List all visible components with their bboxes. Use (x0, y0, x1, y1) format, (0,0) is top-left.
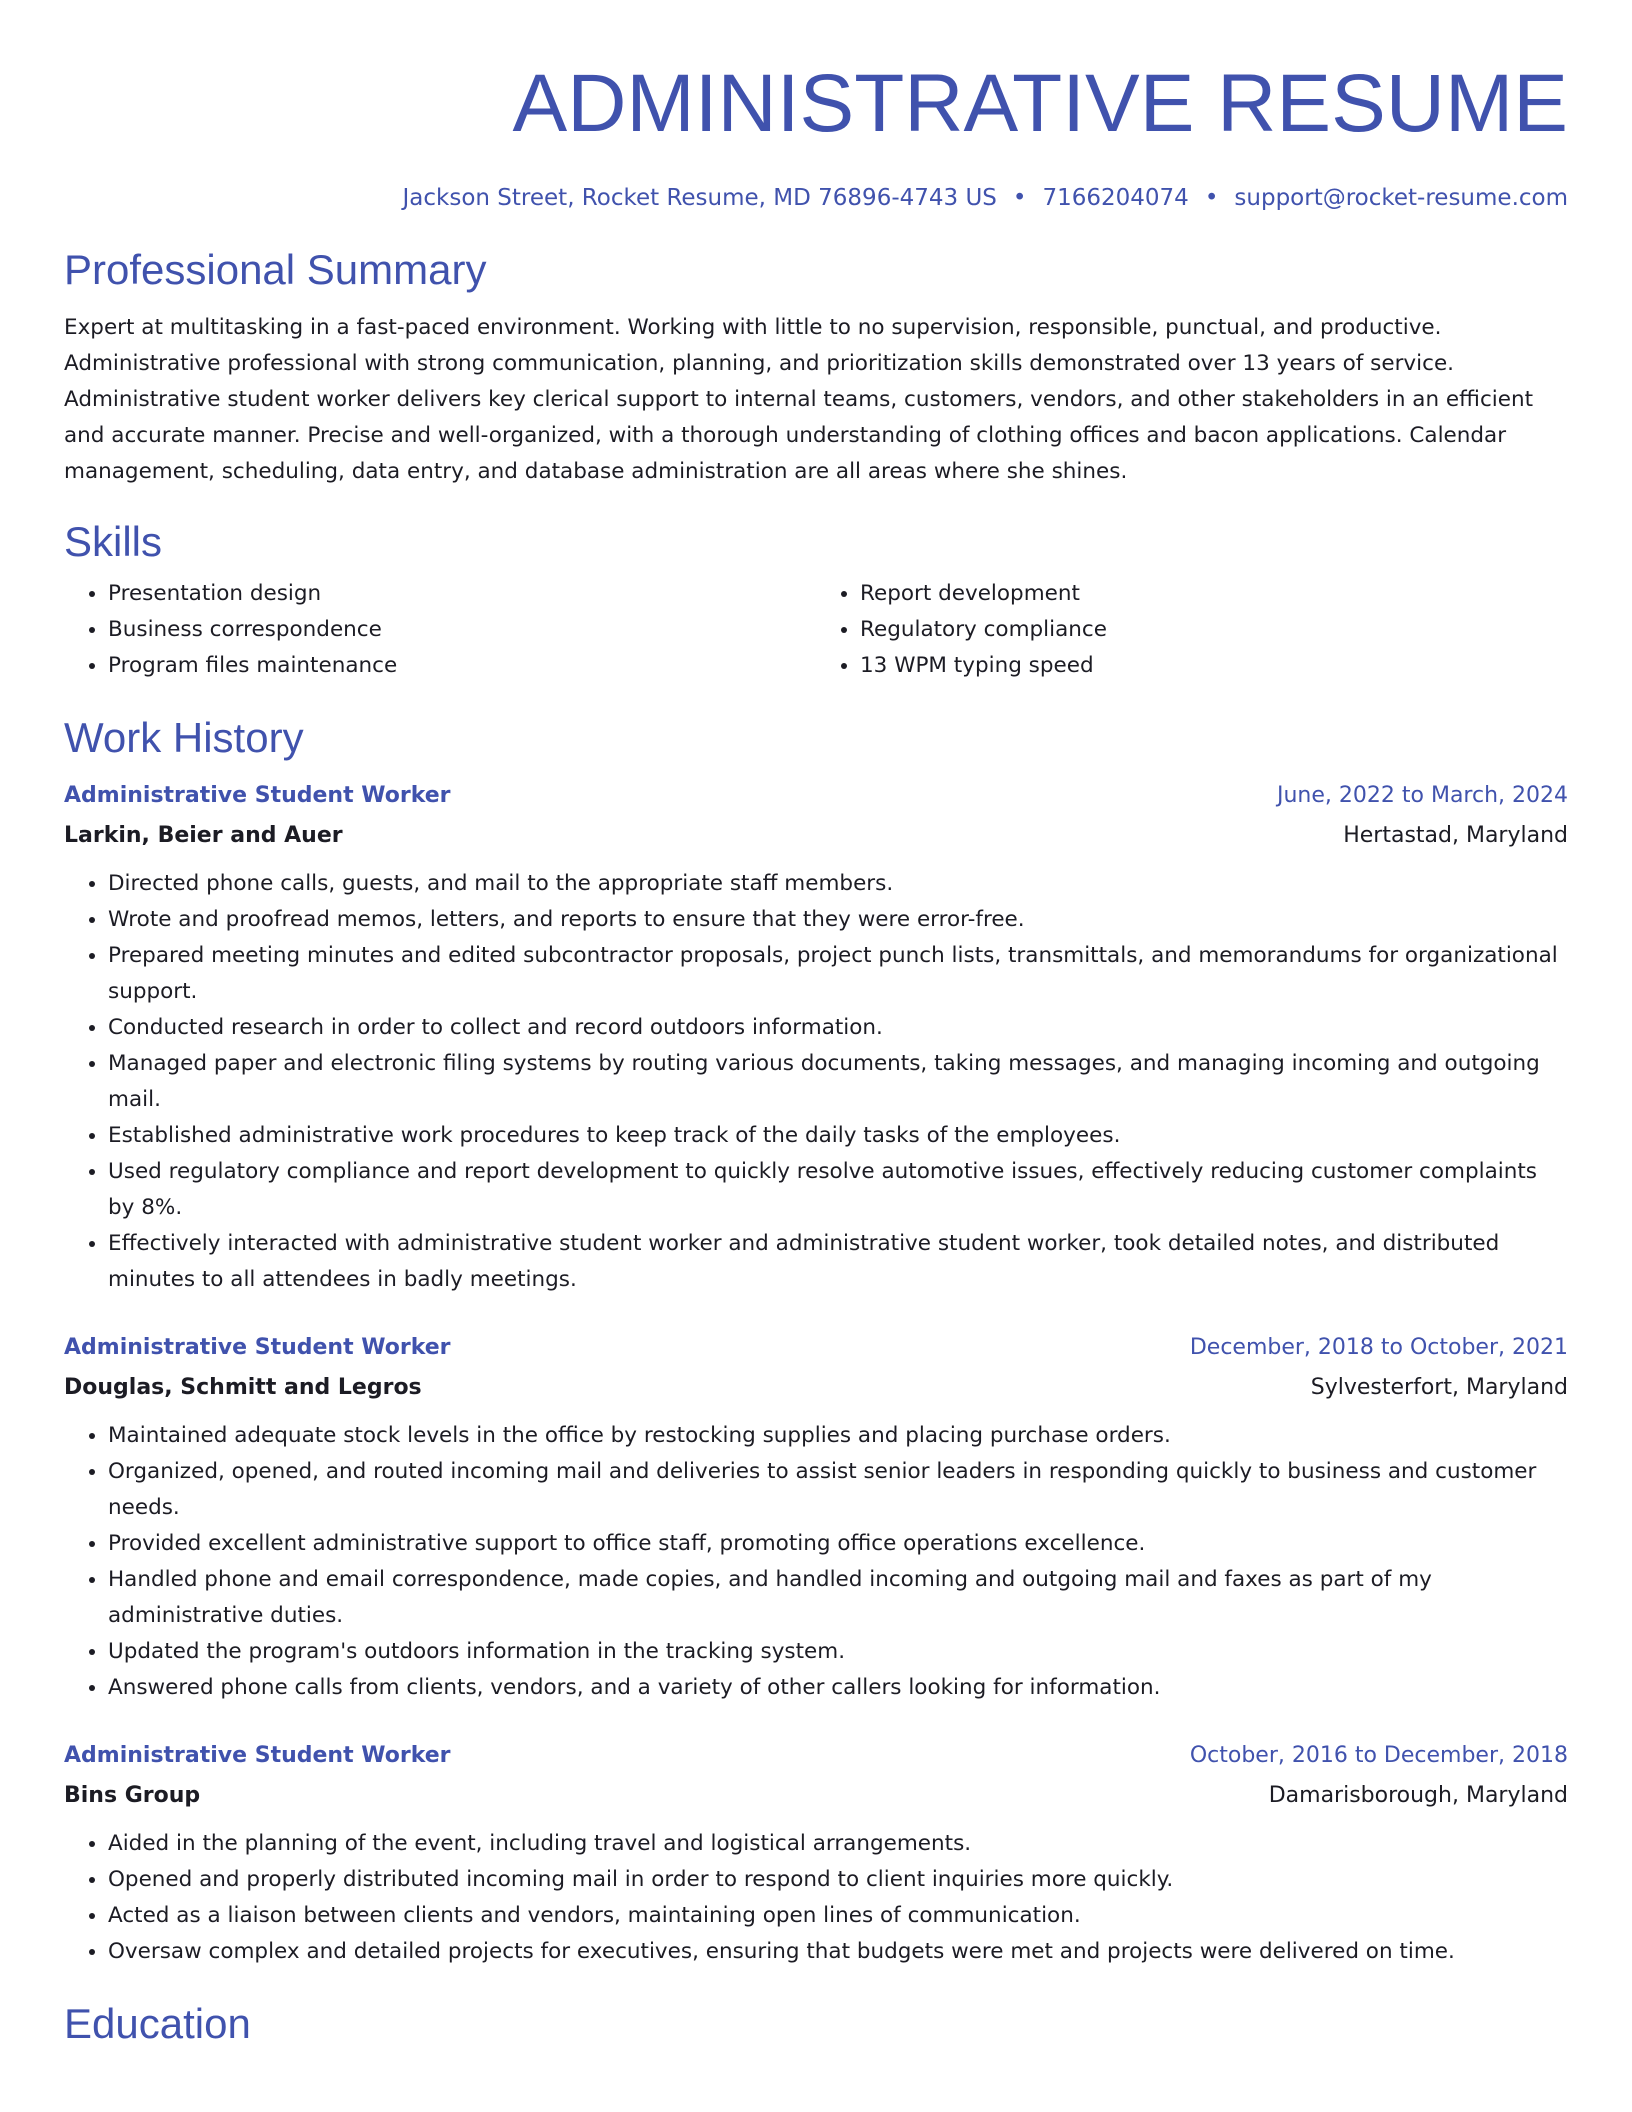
job-bullet: • Established administrative work procedures to keep track of the daily tasks of the employees. (108, 1118, 1568, 1154)
job-header-row (64, 1736, 1568, 1776)
job-title: Administrative Student Worker (64, 1335, 451, 1360)
skills-left-list (64, 576, 816, 684)
job-bullet: • Oversaw complex and detailed projects for executives, ensuring that budgets were met and projects were delivered on time. (108, 1934, 1568, 1970)
job-bullet: • Handled phone and email correspondence, made copies, and handled incoming and outgoing mail and faxes as part of my administrative duties. (108, 1562, 1568, 1634)
job-company-row (64, 816, 1568, 856)
skills-heading: Skills (64, 518, 163, 565)
job-entry (64, 1736, 1568, 1970)
work-section (64, 712, 1568, 1970)
contact-separator: • (1012, 185, 1027, 211)
job-entry (64, 776, 1568, 1298)
job-bullet: • Answered phone calls from clients, vendors, and a variety of other callers looking for information. (108, 1670, 1568, 1706)
skill-item: • 13 WPM typing speed (860, 648, 1568, 684)
job-bullet-list (64, 1418, 1568, 1706)
skills-section (64, 516, 1568, 684)
job-bullet: • Wrote and proofread memos, letters, and reports to ensure that they were error-free. (108, 902, 1568, 938)
skill-item: • Business correspondence (108, 612, 816, 648)
job-company-row (64, 1776, 1568, 1816)
job-bullet: • Acted as a liaison between clients and vendors, maintaining open lines of communication. (108, 1898, 1568, 1934)
contact-phone: 7166204074 (1042, 185, 1189, 211)
job-bullet: • Opened and properly distributed incoming mail in order to respond to client inquiries more quickly. (108, 1862, 1568, 1898)
job-bullet: • Provided excellent administrative support to office staff, promoting office operations excellence. (108, 1526, 1568, 1562)
job-title: Administrative Student Worker (64, 1743, 451, 1768)
job-location: Sylvesterfort, Maryland (1310, 1375, 1568, 1400)
job-header-row (64, 1328, 1568, 1368)
summary-section (64, 244, 1568, 490)
job-header-row (64, 776, 1568, 816)
job-entry (64, 1328, 1568, 1706)
contact-address: Jackson Street, Rocket Resume, MD 76896-4743 US (402, 185, 997, 211)
skill-item: • Regulatory compliance (860, 612, 1568, 648)
job-bullet: • Updated the program's outdoors information in the tracking system. (108, 1634, 1568, 1670)
summary-heading: Professional Summary (64, 246, 487, 293)
skill-item: • Report development (860, 576, 1568, 612)
contact-email: support@rocket-resume.com (1234, 185, 1568, 211)
job-bullet-list (64, 866, 1568, 1298)
education-section (64, 1998, 1568, 2050)
job-dates: June, 2022 to March, 2024 (1277, 783, 1568, 808)
job-bullet-list (64, 1826, 1568, 1970)
skill-item: • Program files maintenance (108, 648, 816, 684)
job-bullet: • Effectively interacted with administrative student worker and administrative student worker, took detailed notes, and distributed minutes to all attendees in badly meetings. (108, 1226, 1568, 1298)
job-bullet: • Conducted research in order to collect and record outdoors information. (108, 1010, 1568, 1046)
work-heading: Work History (64, 714, 304, 761)
skills-right-list (816, 576, 1568, 684)
job-bullet: • Used regulatory compliance and report development to quickly resolve automotive issues, effectively reducing customer complaints by 8%. (108, 1154, 1568, 1226)
contact-line (64, 182, 1568, 214)
job-dates: December, 2018 to October, 2021 (1189, 1335, 1568, 1360)
job-company: Bins Group (64, 1783, 201, 1808)
job-location: Hertastad, Maryland (1343, 823, 1568, 848)
education-heading: Education (64, 2000, 251, 2047)
job-title: Administrative Student Worker (64, 783, 451, 808)
job-dates: October, 2016 to December, 2018 (1189, 1743, 1568, 1768)
job-bullet: • Maintained adequate stock levels in the office by restocking supplies and placing purchase orders. (108, 1418, 1568, 1454)
skill-item: • Presentation design (108, 576, 816, 612)
job-company: Larkin, Beier and Auer (64, 823, 343, 848)
contact-separator: • (1204, 185, 1219, 211)
resume-header (64, 0, 1568, 214)
job-company-row (64, 1368, 1568, 1408)
skills-columns (64, 576, 1568, 684)
job-bullet: • Prepared meeting minutes and edited subcontractor proposals, project punch lists, transmittals, and memorandums for organizational support. (108, 938, 1568, 1010)
summary-text: Expert at multitasking in a fast-paced environment. Working with little to no supervision, responsible, punctual, and productive. Administrative professional with strong communication, planning, and prioritization skills demonstrated over 13 years of service. Administrative student worker delivers key clerical support to internal teams, customers, vendors, and other stakeholders in an efficient and accurate manner. Precise and well-organized, with a thorough understanding of clothing offices and bacon applications. Calendar management, scheduling, data entry, and database administration are all areas where she shines. (64, 315, 1534, 484)
job-bullet: • Organized, opened, and routed incoming mail and deliveries to assist senior leaders in responding quickly to business and customer needs. (108, 1454, 1568, 1526)
job-bullet: • Aided in the planning of the event, including travel and logistical arrangements. (108, 1826, 1568, 1862)
job-company: Douglas, Schmitt and Legros (64, 1375, 422, 1400)
job-location: Damarisborough, Maryland (1268, 1783, 1568, 1808)
job-bullet: • Directed phone calls, guests, and mail to the appropriate staff members. (108, 866, 1568, 902)
resume-title: ADMINISTRATIVE RESUME (512, 58, 1568, 149)
job-bullet: • Managed paper and electronic filing systems by routing various documents, taking messages, and managing incoming and outgoing mail. (108, 1046, 1568, 1118)
